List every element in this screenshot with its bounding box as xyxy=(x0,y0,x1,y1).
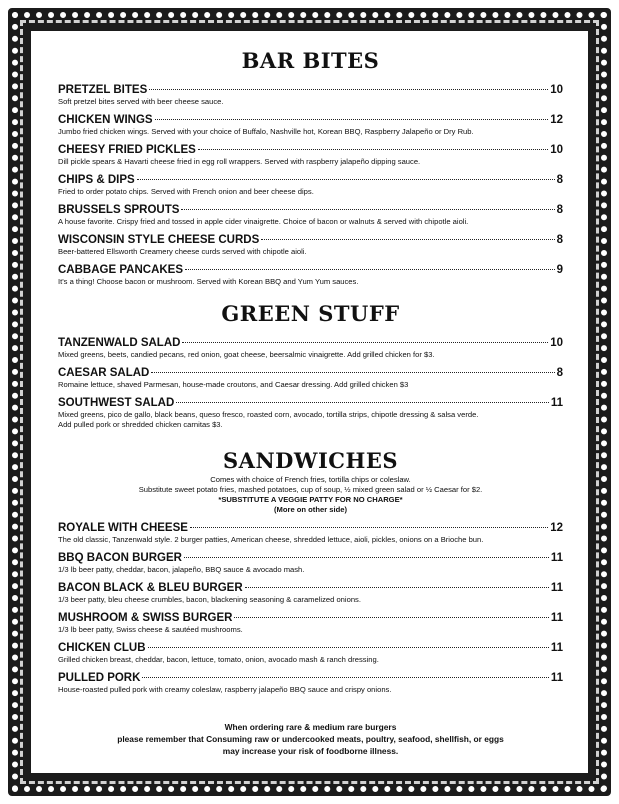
menu-item-header xyxy=(58,233,563,247)
menu-item-description: 1/3 lb beer patty, cheddar, bacon, jalapeño, BBQ sauce & avocado mash. xyxy=(58,565,305,574)
sandwiches-intro xyxy=(58,475,563,515)
menu-item-description: Soft pretzel bites served with beer cheese sauce. xyxy=(58,97,224,106)
menu-item-header xyxy=(58,143,563,157)
menu-item-description: Grilled chicken breast, cheddar, bacon, lettuce, tomato, onion, avocado mash & ranch dressing. xyxy=(58,655,379,664)
section-title-bar-bites: BAR BITES xyxy=(241,48,380,73)
menu-item xyxy=(58,203,563,227)
menu-item-name: CHICKEN CLUB xyxy=(58,642,146,654)
dot-leader xyxy=(234,617,548,618)
menu-item-price: 10 xyxy=(550,84,563,96)
menu-item-description: A house favorite. Crispy fried and tossed in apple cider vinaigrette. Choice of bacon or walnuts & served with chipotle aioli. xyxy=(58,217,469,226)
menu-item-header xyxy=(58,396,563,410)
menu-item-name: CABBAGE PANCAKES xyxy=(58,264,184,276)
section-title-sandwiches: SANDWICHES xyxy=(223,448,398,473)
menu-item-header xyxy=(58,366,563,380)
dot-leader xyxy=(261,239,554,240)
notice-line: When ordering rare & medium rare burgers xyxy=(224,722,397,732)
sandwiches-list xyxy=(58,521,563,695)
menu-item-description: House-roasted pulled pork with creamy coleslaw, raspberry jalapeño BBQ sauce and crispy onions. xyxy=(58,685,392,694)
menu-item xyxy=(58,671,563,695)
menu-item-name: CHEESY FRIED PICKLES xyxy=(58,144,196,156)
menu-item xyxy=(58,336,563,360)
menu-item-description: 1/3 lb beer patty, Swiss cheese & sautéed mushrooms. xyxy=(58,625,243,634)
menu-item-name: SOUTHWEST SALAD xyxy=(58,397,175,409)
menu-item-description: Beer-battered Ellsworth Creamery cheese curds served with chipotle aioli. xyxy=(58,247,307,256)
dot-leader xyxy=(184,557,549,558)
dot-leader xyxy=(151,372,554,373)
menu-item-name: PULLED PORK xyxy=(58,672,141,684)
notice-line: please remember that Consuming raw or undercooked meats, poultry, seafood, shellfish, or eggs xyxy=(117,734,504,744)
sandwiches-intro-sides: Comes with choice of French fries, tortilla chips or coleslaw. xyxy=(210,475,411,484)
menu-item-price: 12 xyxy=(550,522,563,534)
dot-leader xyxy=(148,647,549,648)
menu-item-name: BBQ BACON BURGER xyxy=(58,552,182,564)
menu-item-price: 12 xyxy=(550,114,563,126)
menu-item-name: ROYALE WITH CHEESE xyxy=(58,522,188,534)
menu-item-name: MUSHROOM & SWISS BURGER xyxy=(58,612,233,624)
menu-item-header xyxy=(58,611,563,625)
menu-item-price: 11 xyxy=(550,642,563,654)
menu-item-description: 1/3 beer patty, bleu cheese crumbles, bacon, blackening seasoning & caramelized onions. xyxy=(58,595,361,604)
sandwiches-intro-veggie: *SUBSTITUTE A VEGGIE PATTY FOR NO CHARGE* xyxy=(218,495,403,504)
dot-leader xyxy=(142,677,548,678)
menu-item-name: WISCONSIN STYLE CHEESE CURDS xyxy=(58,234,260,246)
menu-item xyxy=(58,173,563,197)
bar-bites-list xyxy=(58,83,563,287)
menu-item xyxy=(58,233,563,257)
dot-leader xyxy=(198,149,548,150)
menu-item-price: 11 xyxy=(550,612,563,624)
menu-item xyxy=(58,113,563,137)
menu-item-price: 11 xyxy=(550,397,563,409)
menu-content xyxy=(58,42,563,757)
menu-item-header xyxy=(58,521,563,535)
menu-item-header xyxy=(58,173,563,187)
dot-leader xyxy=(155,119,549,120)
menu-item xyxy=(58,551,563,575)
menu-item-price: 8 xyxy=(556,174,563,186)
menu-item xyxy=(58,641,563,665)
dot-leader xyxy=(245,587,549,588)
menu-item-header xyxy=(58,551,563,565)
menu-item-header xyxy=(58,83,563,97)
green-stuff-list xyxy=(58,336,563,430)
menu-item-name: PRETZEL BITES xyxy=(58,84,148,96)
menu-item-description: Fried to order potato chips. Served with French onion and beer cheese dips. xyxy=(58,187,314,196)
menu-item-name: CHIPS & DIPS xyxy=(58,174,135,186)
menu-item-price: 10 xyxy=(550,144,563,156)
menu-item-description: Mixed greens, beets, candied pecans, red onion, goat cheese, beersalmic vinaigrette. Add grilled chicken for $3. xyxy=(58,350,435,359)
menu-item-description: The old classic, Tanzenwald style. 2 burger patties, American cheese, shredded lettuce, aioli, pickles, onions on a Brioche bun. xyxy=(58,535,484,544)
menu-item-price: 8 xyxy=(556,367,563,379)
dot-leader xyxy=(190,527,548,528)
dot-leader xyxy=(149,89,548,90)
menu-item xyxy=(58,366,563,390)
menu-item-description: Jumbo fried chicken wings. Served with your choice of Buffalo, Nashville hot, Korean BBQ, Raspberry Jalapeño or Dry Rub. xyxy=(58,127,474,136)
menu-item-header xyxy=(58,336,563,350)
menu-item-price: 9 xyxy=(556,264,563,276)
menu-item-price: 8 xyxy=(556,204,563,216)
sandwiches-intro-more: (More on other side) xyxy=(274,505,347,514)
menu-item xyxy=(58,143,563,167)
sandwiches-intro-substitute: Substitute sweet potato fries, mashed potatoes, cup of soup, ½ mixed green salad or ½ Caesar for $2. xyxy=(138,485,483,494)
menu-item-header xyxy=(58,641,563,655)
menu-item-header xyxy=(58,113,563,127)
menu-item-header xyxy=(58,671,563,685)
notice-line: may increase your risk of foodborne illness. xyxy=(222,746,399,756)
menu-item-name: BACON BLACK & BLEU BURGER xyxy=(58,582,243,594)
menu-item-price: 10 xyxy=(550,337,563,349)
food-safety-notice xyxy=(58,721,563,757)
dot-leader xyxy=(182,342,548,343)
menu-item xyxy=(58,611,563,635)
menu-item-name: CAESAR SALAD xyxy=(58,367,150,379)
dot-leader xyxy=(137,179,555,180)
section-title-green-stuff: GREEN STUFF xyxy=(221,301,400,326)
dot-leader xyxy=(176,402,549,403)
dot-leader xyxy=(185,269,555,270)
menu-item-name: BRUSSELS SPROUTS xyxy=(58,204,180,216)
menu-item-description: Mixed greens, pico de gallo, black beans, queso fresco, roasted corn, avocado, tortilla strips, chipotle dressing & salsa verde. Add pulled pork or shredded chicken carnitas $3. xyxy=(58,410,479,429)
menu-item-price: 11 xyxy=(550,552,563,564)
menu-item-header xyxy=(58,203,563,217)
menu-item-description: It's a thing! Choose bacon or mushroom. Served with Korean BBQ and Yum Yum sauces. xyxy=(58,277,359,286)
menu-item-price: 8 xyxy=(556,234,563,246)
menu-item xyxy=(58,581,563,605)
menu-item-header xyxy=(58,263,563,277)
menu-item xyxy=(58,396,563,430)
dot-leader xyxy=(181,209,554,210)
menu-item-price: 11 xyxy=(550,672,563,684)
menu-item xyxy=(58,521,563,545)
menu-item xyxy=(58,83,563,107)
menu-item-description: Romaine lettuce, shaved Parmesan, house-made croutons, and Caesar dressing. Add grilled chicken $3 xyxy=(58,380,409,389)
menu-item-name: CHICKEN WINGS xyxy=(58,114,153,126)
menu-item-name: TANZENWALD SALAD xyxy=(58,337,181,349)
menu-item-header xyxy=(58,581,563,595)
menu-item-description: Dill pickle spears & Havarti cheese fried in egg roll wrappers. Served with raspberry jalapeño dipping sauce. xyxy=(58,157,421,166)
menu-item-price: 11 xyxy=(550,582,563,594)
menu-item xyxy=(58,263,563,287)
